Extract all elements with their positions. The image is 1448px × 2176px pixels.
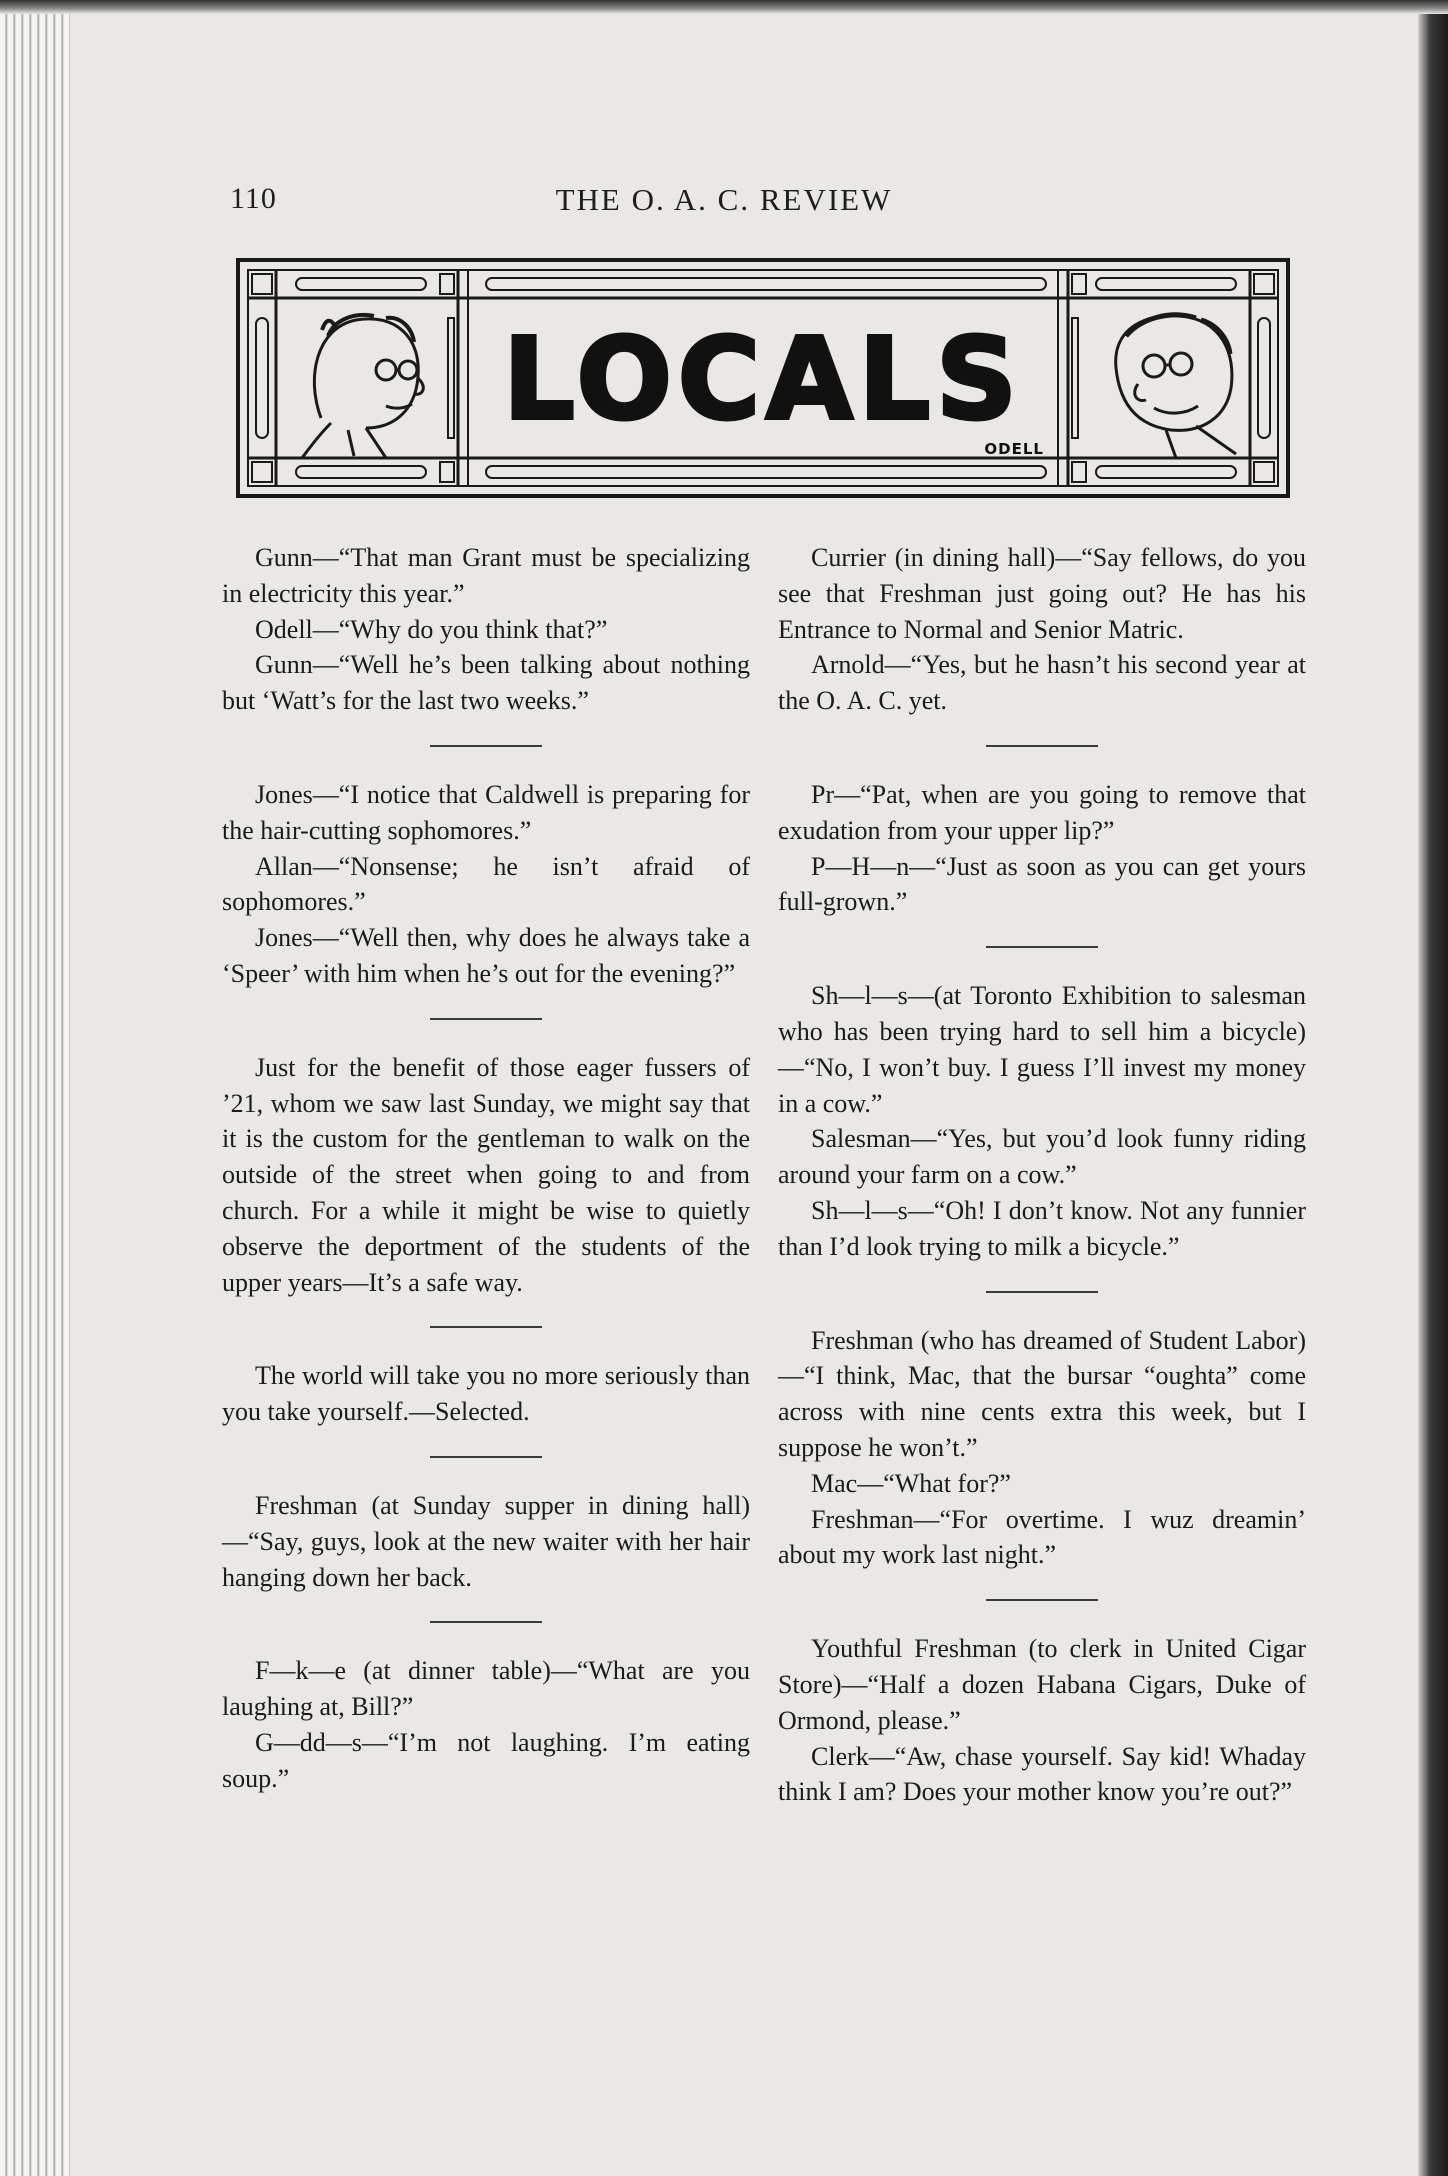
page-number: 110 xyxy=(230,182,277,215)
paragraph: F—k—e (at dinner table)—“What are you laughing at, Bill?” xyxy=(222,1656,750,1722)
left-caricature xyxy=(302,315,423,458)
paragraph: G—dd—s—“I’m not laughing. I’m eating soup.” xyxy=(222,1727,750,1793)
paragraph: Odell—“Why do you think that?” xyxy=(255,614,608,644)
paragraph: Just for the benefit of those eager fussers of ’21, whom we saw last Sunday, we might say that it is the custom for the gentleman to walk on the outside of the street when going to and from church. For a while it might be wise to quietly observe the deportment of the students of the upper years—It’s a safe way. xyxy=(222,1052,750,1297)
paragraph: Youthful Freshman (to clerk in United Cigar Store)—“Half a dozen Habana Cigars, Duke of Ormond, please.” xyxy=(778,1634,1306,1735)
paragraph: Salesman—“Yes, but you’d look funny riding around your farm on a cow.” xyxy=(778,1124,1306,1190)
paragraph: Freshman (at Sunday supper in dining hall)—“Say, guys, look at the new waiter with her hair hanging down her back. xyxy=(222,1490,750,1592)
banner-title: LOCALS xyxy=(503,315,1023,445)
right-column xyxy=(778,540,1306,1810)
paragraph: Freshman—“For overtime. I wuz dreamin’ about my work last night.” xyxy=(778,1504,1306,1570)
page-stack-edge xyxy=(0,0,70,2176)
right-caricature xyxy=(1116,315,1236,458)
paragraph: Gunn—“That man Grant must be specializing in electricity this year.” xyxy=(222,543,750,608)
paragraph: Gunn—“Well he’s been talking about nothing but ‘Watt’s for the last two weeks.” xyxy=(222,650,750,716)
binding-shadow xyxy=(1418,0,1448,2176)
section-rule xyxy=(430,1326,542,1328)
scan-top-edge xyxy=(0,0,1448,14)
paragraph: Sh—l—s—“Oh! I don’t know. Not any funnier than I’d look trying to milk a bicycle.” xyxy=(778,1195,1306,1261)
paragraph: Mac—“What for?” xyxy=(811,1468,1011,1498)
section-rule xyxy=(986,946,1098,948)
banner-signature: ODELL xyxy=(984,440,1044,458)
paragraph: Sh—l—s—(at Toronto Exhibition to salesman who has been trying hard to sell him a bicycle)—“No, I won’t buy. I guess I’ll invest my money in a cow.” xyxy=(778,981,1306,1118)
paragraph: Jones—“Well then, why does he always take a ‘Speer’ with him when he’s out for the evening?” xyxy=(222,923,750,988)
paragraph: Freshman (who has dreamed of Student Labor)—“I think, Mac, that the bursar “oughta” come across with nine cents extra this week, but I suppose he won’t.” xyxy=(778,1325,1306,1462)
locals-banner xyxy=(236,258,1290,498)
paragraph: Pr—“Pat, when are you going to remove that exudation from your upper lip?” xyxy=(778,779,1306,845)
section-rule xyxy=(430,1018,542,1020)
paragraph: Allan—“Nonsense; he isn’t afraid of sophomores.” xyxy=(222,851,750,917)
paragraph: P—H—n—“Just as soon as you can get yours full-grown.” xyxy=(778,851,1306,917)
paragraph: Currier (in dining hall)—“Say fellows, do you see that Freshman just going out? He has his Entrance to Normal and Senior Matric. xyxy=(778,543,1306,644)
section-rule xyxy=(986,745,1098,747)
paragraph: The world will take you no more seriously than you take yourself.—Selected. xyxy=(222,1361,750,1427)
section-rule xyxy=(430,745,542,747)
section-rule xyxy=(430,1456,542,1458)
left-column xyxy=(222,540,750,1797)
paragraph: Clerk—“Aw, chase yourself. Say kid! Whaday think I am? Does your mother know you’re out?” xyxy=(778,1741,1306,1807)
running-head: THE O. A. C. REVIEW xyxy=(555,182,893,217)
section-rule xyxy=(986,1291,1098,1293)
paragraph: Jones—“I notice that Caldwell is preparing for the hair-cutting sophomores.” xyxy=(222,779,750,845)
section-rule xyxy=(430,1621,542,1623)
section-rule xyxy=(986,1599,1098,1601)
paragraph: Arnold—“Yes, but he hasn’t his second year at the O. A. C. yet. xyxy=(778,650,1306,716)
